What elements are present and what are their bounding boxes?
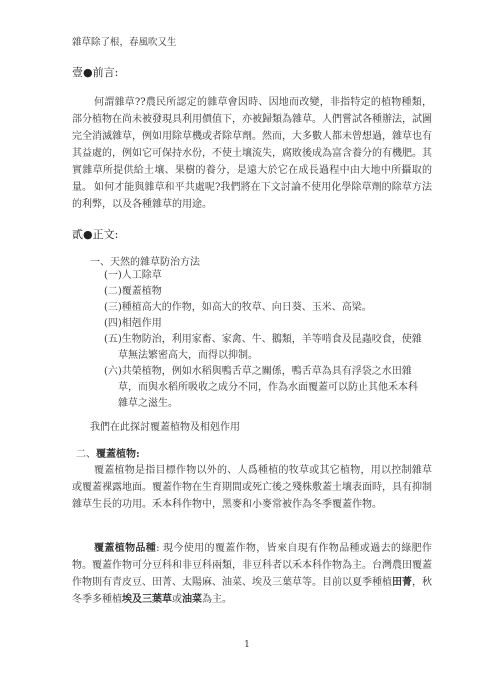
- focus-statement: 我們在此探討覆蓋植物及相剋作用: [90, 422, 240, 433]
- page-number: 1: [244, 640, 250, 650]
- method-item-6: [104, 364, 426, 412]
- varieties-text-4: 為主。: [202, 594, 232, 605]
- method-6-line-1: (六)共榮植物，例如水稻與鴨舌草之關係，鴨舌草為具有浮袋之水田雜: [104, 366, 412, 377]
- variety-highlight-1: 田菁: [392, 577, 412, 588]
- intro-heading: 壹●前言:: [72, 66, 119, 79]
- method-6-line-2: 草，而與水稻所吸收之成分不同，作為水面覆蓋可以防止其他禾本科: [118, 382, 418, 393]
- page-header: 雜草除了根，春風吹又生: [72, 37, 177, 48]
- intro-paragraph-2: 如何才能與雜草和平共處呢?我們將在下文討論不使用化學除草劑的除草方法的利弊，以及各種雜草的用途。: [72, 182, 432, 210]
- method-6-line-3: 雜草之滋生。: [118, 398, 178, 409]
- method-item: (二)覆蓋植物: [104, 286, 162, 297]
- method-5-line-1: (五)生物防治，利用家畜、家禽、牛、鵝類，羊等啃食及昆蟲咬食，使雜: [104, 334, 422, 345]
- varieties-text-3: 或: [172, 594, 182, 605]
- subsection-2-heading: [76, 447, 140, 463]
- method-item-5: [104, 332, 426, 364]
- varieties-label: 覆蓋植物品種: [94, 543, 157, 554]
- variety-highlight-2: 埃及三葉草: [122, 594, 172, 605]
- method-item: (一)人工除草: [104, 270, 162, 281]
- cover-crop-paragraph: 覆蓋植物是指目標作物以外的、人爲種植的牧草或其它植物，用以控制雜草或覆蓋裸露地面。覆蓋作物在生育期間或死亡後之殘株敷蓋土壤表面時，具有抑制雜草生長的功用。禾本科作物中，黑麥和小麥常被作為冬季覆蓋作物。: [72, 465, 432, 510]
- body-heading: 貳●正文:: [72, 228, 119, 241]
- intro-paragraph-1: 何謂雜草??農民所認定的雜草會因時、因地而改變，非指特定的植物種類，部分植物在尚未被發現具利用價值下，亦被歸類為雜草。人們嘗試各種辦法，試圖完全消滅雜草，例如用除草機或者除草劑。然而，大多數人都未曾想過，雜草也有其益處的，例如它可保持水份，不使土壤流失，腐敗後成為富含養分的有機肥。其實雜草所提供給土壤、果樹的養分，是遠大於它在成長過程中由大地中所攝取的量。: [72, 97, 432, 193]
- varieties-text-1: : 現今使用的覆蓋作物，皆來自現有作物品種或過去的綠肥作物。覆蓋作物可分豆科和非豆科兩類，非豆科者以禾本科作物為主。台灣農田覆蓋作物則有青皮豆、田菁、太陽麻、油菜、埃及三葉草等。目前以夏季種植: [72, 543, 432, 588]
- method-item: (四)相剋作用: [104, 318, 162, 329]
- varieties-text-2: ，秋冬季多種植: [72, 577, 432, 605]
- cover-varieties-paragraph: [72, 540, 432, 608]
- method-item: (三)種植高大的作物，如高大的牧草、向日葵、玉米、高梁。: [104, 302, 372, 313]
- variety-highlight-3: 油菜: [182, 594, 202, 605]
- subsection-2-number: 二、: [76, 449, 96, 460]
- method-5-line-2: 草無法繁密高大，而得以抑制。: [118, 350, 258, 361]
- subsection-2-title: 覆蓋植物:: [96, 449, 140, 460]
- subsection-1-title: 一、天然的雜草防治方法: [90, 257, 200, 268]
